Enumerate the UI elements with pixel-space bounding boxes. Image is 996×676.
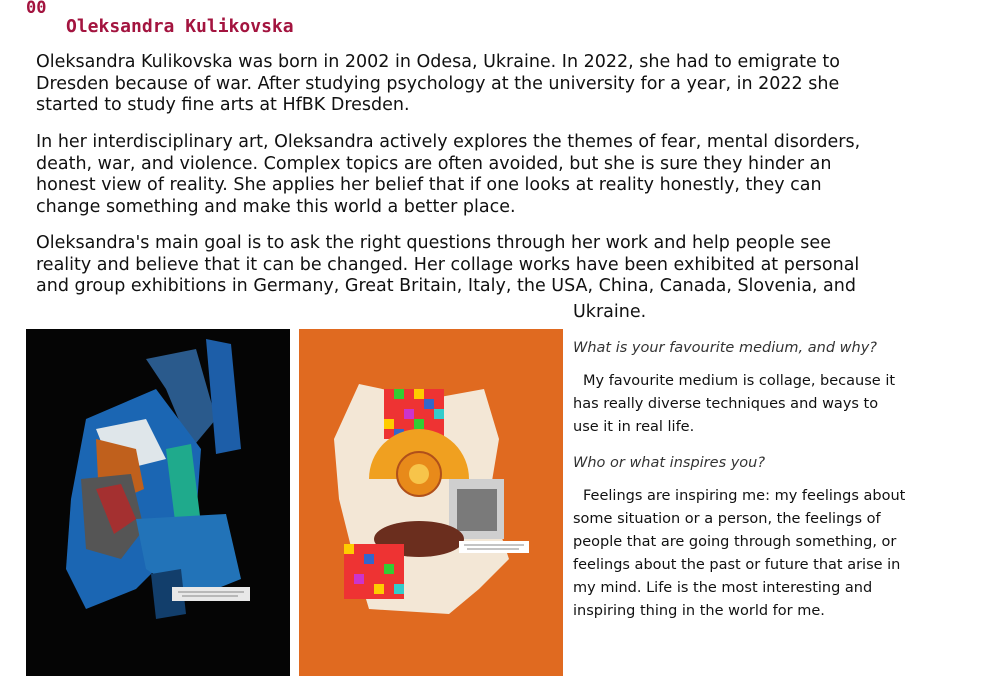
collage-piece bbox=[206, 339, 241, 454]
interview-answer: My favourite medium is collage, because it has really diverse techniques and ways to use it in real life. bbox=[573, 373, 896, 435]
bio-paragraph: In her interdisciplinary art, Oleksandra actively explores the themes of fear, mental disorders, death, war, and violence. Complex topics are often avoided, but she is sure they hinder an honest view of reality. She applies her belief that if one looks at reality honestly, they can change something and make this world a better place. bbox=[36, 132, 861, 217]
artist-name-heading: Oleksandra Kulikovska bbox=[66, 16, 294, 37]
bio-paragraph-tail: Ukraine. bbox=[573, 302, 647, 322]
page-number: 00 bbox=[26, 0, 47, 18]
interview-question: What is your favourite medium, and why? bbox=[573, 340, 877, 356]
colorful-grid bbox=[344, 544, 404, 599]
caption-label bbox=[459, 541, 529, 553]
collage-piece bbox=[136, 514, 241, 599]
interview-question: Who or what inspires you? bbox=[573, 455, 766, 471]
collage-artwork-dark bbox=[26, 329, 290, 676]
bio-paragraph: Oleksandra Kulikovska was born in 2002 in Odesa, Ukraine. In 2022, she had to emigrate to Dresden because of war. After studying psychology at the university for a year, in 2022 she started to study fine arts at HfBK Dresden. bbox=[36, 52, 840, 115]
caption-label bbox=[172, 587, 250, 601]
collage-artwork-orange bbox=[299, 329, 563, 676]
interview-answer: Feelings are inspiring me: my feelings about some situation or a person, the feelings of people that are going through something, or feelings about the past or future that arise in my mind. Life is the most interesting and inspiring thing in the world for me. bbox=[573, 488, 906, 619]
bio-paragraph: Oleksandra's main goal is to ask the right questions through her work and help people see reality and believe that it can be changed. Her collage works have been exhibited at personal and group exhibitions in Germany, Great Britain, Italy, the USA, China, Canada, Slovenia, and bbox=[36, 233, 860, 296]
